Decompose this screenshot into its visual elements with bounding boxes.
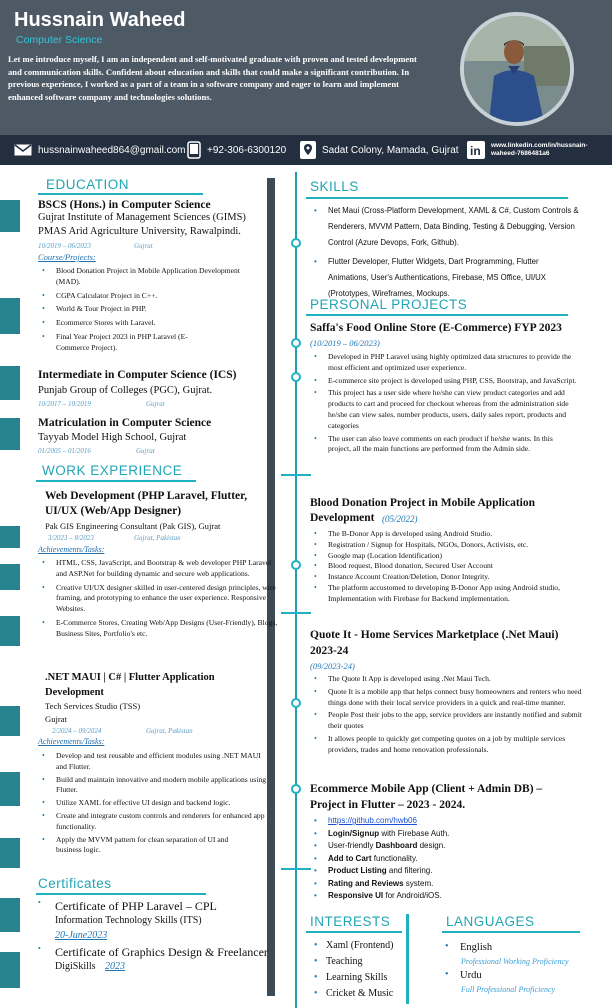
projects-title: PERSONAL PROJECTS xyxy=(310,297,468,312)
ics-date: 10/2017 – 10/2019 xyxy=(38,400,91,408)
location-pin-icon xyxy=(300,141,316,159)
timeline-tick xyxy=(281,474,311,476)
ics-degree: Intermediate in Computer Science (ICS) xyxy=(38,369,237,381)
accent-block xyxy=(0,366,20,400)
bs-date: 10/2019 – 06/2023 xyxy=(38,242,91,250)
interests-list xyxy=(310,938,406,1002)
contact-linkedin[interactable] xyxy=(467,135,603,165)
languages-title: LANGUAGES xyxy=(446,914,535,929)
list-item: • Develop and test reusable and efficient modules using .NET MAUI and Flutter. xyxy=(38,751,268,775)
bs-school-2: PMAS Arid Agriculture University, Rawalpindi. xyxy=(38,226,241,237)
list-item: • World & Tour Project in PHP. xyxy=(38,304,253,318)
list-item: • Xaml (Frontend) xyxy=(310,938,406,954)
job1-title-line2: UI/UX (Web/App Designer) xyxy=(45,505,182,517)
github-link[interactable]: https://github.com/hwb06 xyxy=(328,816,417,825)
accent-block xyxy=(0,898,20,932)
intro-text: Let me introduce myself, I am an independent and self-motivated graduate with proven and tested development and communication skills. Confident about education and skills that could make a significant contribution. In previous experience, I worked as a part of a team in a software company and eager to learn and implement enhanced software company and technologies solutions. xyxy=(8,54,417,102)
cert1-date: 20-June2023 xyxy=(55,930,108,941)
section-underline xyxy=(442,931,580,933)
ics-school: Punjab Group of Colleges (PGC), Gujrat. xyxy=(38,385,213,396)
list-item: • Developed in PHP Laravel using highly optimized data structures to provide the most efficient and optimized user experience. xyxy=(310,352,585,376)
job2-title-line1: .NET MAUI | C# | Flutter Application xyxy=(45,672,215,683)
list-item: • Net Maui (Cross-Platform Development, XAML & C#, Custom Controls & Renderers, MVVM Pattern, Data Binding, Testing & Debugging, Version Control (Azure Devops, Fork, Github). xyxy=(310,203,580,254)
list-item: • Login/Signup with Firebase Auth. xyxy=(310,828,580,841)
list-item[interactable] xyxy=(310,815,580,828)
project2-title-line1: Blood Donation Project in Mobile Application xyxy=(310,497,536,509)
course-projects-list xyxy=(38,266,253,354)
accent-block xyxy=(0,418,20,450)
email-text: hussnainwaheed864@gmail.com xyxy=(38,144,186,156)
list-item: • This project has a user side where he/she can view product categories and add products to cart and proceed for checkout whereas from the administration side he/she can view sales, number products, users, daily sales report, products and categories xyxy=(310,388,585,433)
list-item: • Create and integrate custom controls and renderers for enhanced app functionality. xyxy=(38,811,268,835)
job2-company-2: Gujrat xyxy=(45,714,67,724)
job1-company: Pak GIS Engineering Consultant (Pak GIS), Gujrat xyxy=(45,521,221,531)
list-item: • Blood request, Blood donation, Secured User Account xyxy=(310,561,585,572)
project1-list xyxy=(310,352,585,455)
linkedin-text: www.linkedin.com/in/hussnain-waheed-7686481a6 xyxy=(491,142,588,157)
list-item: • Build and maintain innovative and modern mobile applications using Flutter. xyxy=(38,775,268,799)
language-urdu-level: Full Professional Proficiency xyxy=(461,985,556,994)
timeline-tick xyxy=(281,868,311,870)
list-item: • People Post their jobs to the app, service providers are instantly notified and submit their quotes xyxy=(310,710,585,734)
accent-block xyxy=(0,564,20,590)
accent-block xyxy=(0,772,20,806)
education-title: EDUCATION xyxy=(46,177,130,192)
person-role: Computer Science xyxy=(16,34,103,46)
project1-title: Saffa's Food Online Store (E-Commerce) FYP 2023 xyxy=(310,322,562,334)
job2-company: Tech Services Studio (TSS) xyxy=(45,701,141,711)
timeline-tick xyxy=(281,612,311,614)
list-item: • Apply the MVVM pattern for clean separation of UI and business logic. xyxy=(38,835,243,857)
bullet: • xyxy=(445,969,449,980)
contact-bar xyxy=(0,135,612,165)
ach-label-2: Achievements/Tasks: xyxy=(38,737,105,746)
list-item: • User-friendly Dashboard design. xyxy=(310,840,580,853)
job2-date: 2/2024 – 09/2024 xyxy=(52,727,102,735)
project3-list xyxy=(310,674,585,756)
language-urdu: Urdu xyxy=(460,970,482,981)
svg-text:in: in xyxy=(470,144,481,158)
accent-block xyxy=(0,838,20,868)
accent-block xyxy=(0,706,20,736)
profile-photo-icon xyxy=(464,16,570,122)
language-english-level: Professional Working Proficiency xyxy=(461,957,569,966)
project4-list xyxy=(310,815,580,903)
matric-date: 01/2005 – 01/2016 xyxy=(38,447,91,455)
phone-icon xyxy=(187,141,201,159)
list-item: • Add to Cart functionality. xyxy=(310,853,580,866)
project2-date: (05/2022) xyxy=(382,514,418,524)
address-text: Sadat Colony, Mamada, Gujrat xyxy=(322,144,459,156)
project2-list xyxy=(310,529,585,605)
list-item: • E-commerce site project is developed using PHP, CSS, Bootstrap, and JavaScript. xyxy=(310,376,585,389)
list-item: • The platform accustomed to developing B-Donor App using Android studio, Implementation with Firebase for Backend implementation. xyxy=(310,583,585,605)
language-english: English xyxy=(460,942,493,953)
list-item: • HTML, CSS, JavaScript, and Bootstrap & web developer PHP Laravel and ASP.Net for building dynamic and secure web applications. xyxy=(38,558,278,583)
list-item: • Instance Account Creation/Deletion, Donor Integrity. xyxy=(310,572,585,583)
section-underline xyxy=(306,314,568,316)
bs-school: Gujrat Institute of Management Sciences (GIMS) xyxy=(38,212,246,223)
list-item: • Rating and Reviews system. xyxy=(310,878,580,891)
interests-divider xyxy=(406,914,409,1004)
list-item: • Final Year Project 2023 in PHP Laravel (E-Commerce Project). xyxy=(38,332,208,354)
header-banner xyxy=(0,0,612,135)
list-item: • Registration / Signup for Hospitals, NGOs, Donors, Activists, etc. xyxy=(310,540,585,551)
bs-degree: BSCS (Hons.) in Computer Science xyxy=(38,199,211,211)
job1-place: Gujrat, Pakistan xyxy=(134,534,181,542)
list-item: • Ecommerce Stores with Laravel. xyxy=(38,318,253,332)
linkedin-icon xyxy=(467,141,485,159)
timeline-node xyxy=(291,338,301,348)
cert1-line2: Information Technology Skills (ITS) xyxy=(55,915,202,926)
list-item: • Product Listing and filtering. xyxy=(310,865,580,878)
bs-place: Gujrat xyxy=(134,242,153,250)
list-item: • Creative UI/UX designer skilled in user-centered design principles, wire framing, and prototyping to enhance the user experience. Responsive Websites. xyxy=(38,583,278,618)
project3-date: (09/2023-24) xyxy=(310,661,355,671)
list-item: • Learning Skills xyxy=(310,970,406,986)
list-item: • Cricket & Music xyxy=(310,986,406,1002)
phone-text: +92-306-6300120 xyxy=(207,144,287,156)
project2-title-line2: Development xyxy=(310,512,375,524)
job1-tasks xyxy=(38,558,278,640)
accent-block xyxy=(0,200,20,232)
project1-date: (10/2019 – 06/2023) xyxy=(310,338,380,348)
project3-title-line2: 2023-24 xyxy=(310,645,349,657)
job2-title-line2: Development xyxy=(45,687,104,698)
accent-block xyxy=(0,616,20,646)
list-item: • Utilize XAML for effective UI design and backend logic. xyxy=(38,798,268,811)
list-item: • It allows people to quickly get competing quotes on a job by multiple services providers, trades and home renovation professionals. xyxy=(310,734,585,756)
matric-place: Gujrat xyxy=(136,447,155,455)
list-item: • CGPA Calculator Project in C++. xyxy=(38,291,253,305)
timeline-node xyxy=(291,372,301,382)
accent-block xyxy=(0,952,20,988)
list-item: • The Quote It App is developed using .Net Maui Tech. xyxy=(310,674,585,687)
section-underline xyxy=(38,193,203,195)
list-item: • Flutter Developer, Flutter Widgets, Dart Programming, Flutter Animations, User's Authentications, Firebase, MS Office, UI/UX (Prototypes, Wireframes, Mockups. xyxy=(310,254,580,302)
bullet: • xyxy=(38,898,41,907)
job1-title-line1: Web Development (PHP Laravel, Flutter, xyxy=(45,490,248,502)
list-item: • The B-Donor App is developed using Android Studio. xyxy=(310,529,585,540)
list-item: • E-Commerce Stores, Creating Web/App Designs (User-Friendly), Blogs, Business Sites, Portfolio's etc. xyxy=(38,618,278,640)
bullet: • xyxy=(445,941,449,952)
timeline-node xyxy=(291,560,301,570)
profile-photo xyxy=(460,12,574,126)
matric-school: Tayyab Model High School, Gujrat xyxy=(38,432,187,443)
list-item: • Teaching xyxy=(310,954,406,970)
job1-date: 3/2023 – 8/2023 xyxy=(48,534,94,542)
project4-title-line1: Ecommerce Mobile App (Client + Admin DB) – xyxy=(310,783,543,795)
accent-block xyxy=(0,526,20,548)
job2-place: Gujrat, Pakistan xyxy=(146,727,193,735)
contact-phone[interactable] xyxy=(187,135,286,165)
cert2-line1: Certificate of Graphics Design & Freelancer xyxy=(55,945,268,959)
job2-tasks xyxy=(38,751,268,856)
section-underline xyxy=(306,931,402,933)
list-item: • Quote It is a mobile app that helps connect busy homeowners and renters who need things done with their local service providers in a quick and real-time manner. xyxy=(310,687,585,711)
timeline-divider xyxy=(295,172,297,1008)
mail-icon xyxy=(14,144,32,156)
list-item: • The user can also leave comments on each product if he/she wants. In this project, all the main functions are performed from the Admin side. xyxy=(310,434,575,456)
list-item: • Responsive UI for Android/iOS. xyxy=(310,890,580,903)
cert1-line1: Certificate of PHP Laravel – CPL xyxy=(55,899,217,913)
cert2-org: DigiSkills xyxy=(55,961,96,972)
contact-email[interactable] xyxy=(14,135,185,165)
bullet: • xyxy=(38,944,41,953)
section-underline xyxy=(36,893,206,895)
list-item: • Blood Donation Project in Mobile Application Development (MAD). xyxy=(38,266,253,291)
course-projects-label: Course/Projects: xyxy=(38,252,96,262)
cert2-year: 2023 xyxy=(105,961,125,972)
person-name: Hussnain Waheed xyxy=(14,9,186,31)
ach-label-1: Achievements/Tasks: xyxy=(38,545,105,554)
timeline-node xyxy=(291,784,301,794)
project3-title-line1: Quote It - Home Services Marketplace (.Net Maui) xyxy=(310,629,559,641)
matric-degree: Matriculation in Computer Science xyxy=(38,417,212,429)
accent-block xyxy=(0,298,20,334)
skills-list xyxy=(310,203,580,302)
timeline-node xyxy=(291,238,301,248)
interests-title: INTERESTS xyxy=(310,914,391,929)
section-underline xyxy=(36,480,196,482)
ics-place: Gujrat xyxy=(146,400,165,408)
certificates-title: Certificates xyxy=(38,876,112,891)
project4-title-line2: Project in Flutter – 2023 - 2024. xyxy=(310,799,466,811)
skills-title: SKILLS xyxy=(310,179,359,194)
list-item: • Google map (Location Identification) xyxy=(310,551,585,562)
contact-address xyxy=(300,135,459,165)
section-underline xyxy=(306,197,568,199)
timeline-node xyxy=(291,698,301,708)
work-title: WORK EXPERIENCE xyxy=(42,463,183,478)
